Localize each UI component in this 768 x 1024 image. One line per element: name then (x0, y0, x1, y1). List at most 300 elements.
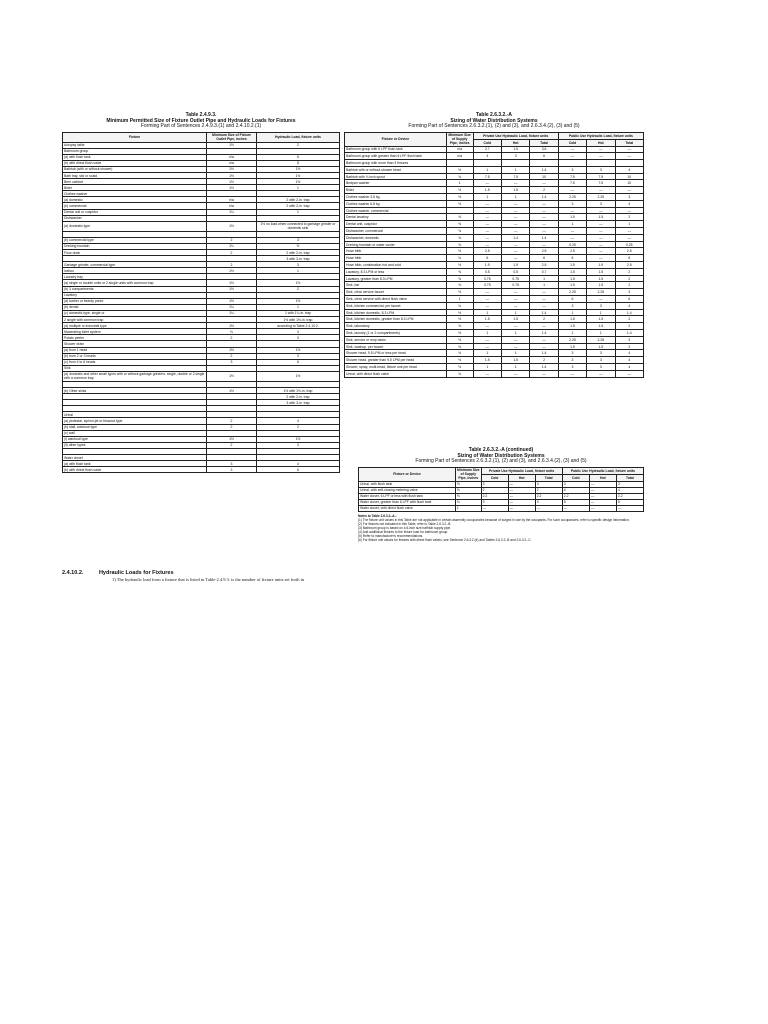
value-cell: 3 with 3-in. trap (256, 256, 339, 262)
value-cell: ¾ (446, 228, 473, 235)
column-subheader: Hot (587, 139, 615, 146)
column-subheader: Hot (508, 474, 535, 481)
value-cell: — (473, 228, 501, 235)
table-note: (2) For fixtures not indicated in this Table, refer to Table 2.6.3.2.-B. (358, 521, 452, 526)
row-label-cell: Bathtub (with or without shower) (63, 166, 207, 172)
value-cell: 1½ (256, 166, 339, 172)
table-notes (358, 514, 644, 542)
value-cell: — (587, 255, 615, 262)
row-label-cell: (c) from 4 to 6 heads (63, 359, 207, 365)
row-label-cell: (b) commercial type (63, 237, 207, 243)
value-cell: 1.5 (587, 343, 615, 350)
value-cell: ½ (446, 289, 473, 296)
row-label-cell: Sink, bar (345, 282, 447, 289)
column-subheader: Total (615, 139, 643, 146)
row-label-cell: Urinal, with flush tank (359, 481, 456, 487)
value-cell: 3 (587, 357, 615, 364)
value-cell: 1.4 (530, 364, 558, 371)
row-label-cell: (d) multiple or industrial type (63, 323, 207, 329)
value-cell: 3 (615, 289, 643, 296)
value-cell: 0.25 (558, 241, 586, 248)
value-cell: 1½ (207, 298, 257, 304)
value-cell: n/a (207, 160, 257, 166)
value-cell: 2 with 2-in. trap (256, 203, 339, 209)
value-cell: 3 (587, 364, 615, 371)
row-label-cell: Macerating toilet system (63, 329, 207, 335)
row-label-cell: Dishwasher, domestic (345, 234, 447, 241)
value-cell: — (508, 499, 535, 505)
row-label-cell: Clothes washer 6.8 kg (345, 200, 447, 207)
table-row (345, 323, 644, 330)
value-cell: 2 (615, 343, 643, 350)
value-cell: 1½ (207, 436, 257, 442)
value-cell: 4 (615, 200, 643, 207)
value-cell: 1½ (207, 280, 257, 286)
row-label-cell: Sink (63, 365, 207, 371)
row-label-cell: Hose bibb, combination hot and cold (345, 262, 447, 269)
value-cell: — (587, 234, 615, 241)
row-label-cell: Clothes washer (63, 191, 207, 197)
row-label-cell: Bathroom group with 6 LPF flush tank (345, 146, 447, 153)
value-cell: 3 (558, 166, 586, 173)
value-cell: — (501, 336, 529, 343)
value-cell: 1.5 (501, 357, 529, 364)
row-label-cell: Bathroom group with greater than 6 LPF flush tank (345, 153, 447, 160)
value-cell: ½ (446, 357, 473, 364)
table-row (345, 221, 644, 228)
row-label-cell: (c) domestic type, single or (63, 310, 207, 316)
table-header-row (359, 467, 644, 474)
value-cell: 3 (481, 499, 508, 505)
table-row (345, 187, 644, 194)
value-cell: 1.5 (587, 268, 615, 275)
value-cell: — (530, 180, 558, 187)
table-row (345, 153, 644, 160)
row-label-cell: Autopsy table (63, 142, 207, 148)
row-label-cell: Bath tray, sitz or scald (63, 172, 207, 178)
value-cell: — (473, 323, 501, 330)
value-cell: 1 (473, 350, 501, 357)
value-cell: 3 (587, 350, 615, 357)
row-label-cell: (b) with direct flush valve (63, 467, 207, 473)
row-label-cell: 2 single with common trap (63, 317, 207, 323)
value-cell: ½ (446, 200, 473, 207)
value-cell: ½ (446, 364, 473, 371)
row-label-cell: Laundry tray (63, 274, 207, 280)
row-label-cell: Shower head, 9.5 LPM or less per head (345, 350, 447, 357)
value-cell: — (473, 370, 501, 377)
row-label-cell: Bathroom group (63, 148, 207, 154)
value-cell: 1 (446, 180, 473, 187)
value-cell: ⅜ (446, 214, 473, 221)
right-table2-title: Table 2.6.3.2.-A (continued) (468, 447, 534, 453)
fixture-outlet-table-panel (62, 113, 340, 473)
water-distribution-table-continued (358, 467, 644, 512)
value-cell: 1.4 (615, 330, 643, 337)
value-cell: 2.2 (562, 493, 589, 499)
value-cell: — (501, 241, 529, 248)
value-cell: 0.5 (501, 268, 529, 275)
value-cell: — (481, 505, 508, 511)
column-subheader: Cold (562, 474, 589, 481)
value-cell: 1½ (207, 347, 257, 353)
row-label-cell: Sink, washup, per faucet (345, 343, 447, 350)
value-cell: 3 (558, 200, 586, 207)
value-cell (530, 160, 558, 167)
value-cell: — (530, 343, 558, 350)
value-cell: 3 (587, 302, 615, 309)
row-label-cell: Dental lavatory (345, 214, 447, 221)
value-cell: 1¼ (207, 310, 257, 316)
value-cell: 3 (207, 467, 257, 473)
value-cell: 7.5 (473, 173, 501, 180)
value-cell: 8 (256, 160, 339, 166)
table-row (345, 289, 644, 296)
right-table2-subtitle: Sizing of Water Distribution Systems (457, 452, 545, 459)
value-cell: 3 (535, 481, 562, 487)
section-title: Hydraulic Loads for Fixtures (98, 570, 174, 576)
value-cell: 4 (562, 487, 589, 493)
value-cell: 1½ (256, 436, 339, 442)
value-cell: 1½ (207, 166, 257, 172)
value-cell: 1½ (256, 298, 339, 304)
value-cell: 1½ (207, 179, 257, 185)
value-cell: — (587, 370, 615, 377)
value-cell: 4 (615, 364, 643, 371)
row-label-cell: Urinal, with direct flush valve (345, 370, 447, 377)
value-cell: — (587, 228, 615, 235)
value-cell: ⅜ (446, 343, 473, 350)
value-cell (615, 160, 643, 167)
value-cell: 1½ with 1½-in. trap (256, 387, 339, 393)
value-cell: 2 (615, 282, 643, 289)
table-row (345, 309, 644, 316)
table-note: (4) Add additional fixtures to the fixture load for bathroom group. (358, 529, 449, 534)
value-cell: — (535, 505, 562, 511)
value-cell: 0.5 (473, 268, 501, 275)
value-cell: 1.4 (530, 350, 558, 357)
value-cell: ⅜ (446, 268, 473, 275)
value-cell: 4 (256, 461, 339, 467)
value-cell: ½ (446, 336, 473, 343)
value-cell: 2.5 (558, 248, 586, 255)
value-cell: — (587, 241, 615, 248)
value-cell: 1.5 (587, 316, 615, 323)
row-label-cell: (a) with flush tank (63, 154, 207, 160)
value-cell: — (615, 207, 643, 214)
value-cell: — (501, 343, 529, 350)
value-cell: 3 (207, 359, 257, 365)
value-cell: — (615, 370, 643, 377)
value-cell: 2 (481, 487, 508, 493)
value-cell: 3 (558, 357, 586, 364)
value-cell: 6 (530, 255, 558, 262)
value-cell (501, 160, 529, 167)
value-cell: — (615, 187, 643, 194)
value-cell: — (530, 323, 558, 330)
value-cell: 1 (501, 166, 529, 173)
value-cell: 3 (256, 237, 339, 243)
value-cell: n/a (207, 154, 257, 160)
value-cell: — (501, 296, 529, 303)
value-cell: 2 (535, 487, 562, 493)
column-group-header: Private Use Hydraulic Load, fixture units (473, 132, 558, 139)
column-subheader: Cold (473, 139, 501, 146)
row-label-cell: Water closet (63, 455, 207, 461)
value-cell: — (501, 302, 529, 309)
right-table-forming-part: Forming Part of Sentences 2.6.3.2.(1), (2) and (3), and 2.6.3.4.(2), (3) and (5) (408, 123, 580, 129)
row-label-cell: Shower, spray, multi-head, fixture unit per head (345, 364, 447, 371)
row-label-cell: Shower head, greater than 9.5 LPM per head (345, 357, 447, 364)
value-cell: — (587, 296, 615, 303)
value-cell: 4 (616, 487, 643, 493)
value-cell: 1½ (256, 172, 339, 178)
value-cell: 2.25 (558, 194, 586, 201)
row-label-cell: (a) barber or beauty parlor (63, 298, 207, 304)
table-row (345, 282, 644, 289)
value-cell: — (615, 234, 643, 241)
value-cell: ½ (446, 309, 473, 316)
row-label-cell: Shower drain (63, 341, 207, 347)
table-row (359, 505, 644, 511)
value-cell: 1 (256, 304, 339, 310)
value-cell: ½ (446, 316, 473, 323)
value-cell: 2.5 (615, 248, 643, 255)
value-cell: 10 (615, 173, 643, 180)
column-group-header: Private Use Hydraulic Load, fixture units (481, 467, 562, 474)
value-cell: 2 (615, 316, 643, 323)
column-subheader: Hot (589, 474, 616, 481)
value-cell: — (530, 214, 558, 221)
right-table-title: Table 2.6.3.2.-A (475, 112, 513, 118)
value-cell: 2 (207, 418, 257, 424)
value-cell: 1.5 (473, 357, 501, 364)
value-cell: 2 (207, 262, 257, 268)
row-label-cell: (b) from 2 or 3 heads (63, 353, 207, 359)
value-cell: 2 (615, 323, 643, 330)
value-cell: ⅜ (455, 493, 481, 499)
value-cell: — (501, 214, 529, 221)
value-cell: — (615, 153, 643, 160)
row-label-cell: Bedpan washer (345, 180, 447, 187)
table-row (345, 228, 644, 235)
value-cell: 2.25 (587, 289, 615, 296)
value-cell: 1 (501, 364, 529, 371)
value-cell: 1 (530, 275, 558, 282)
value-cell: 2 (615, 275, 643, 282)
value-cell: 0.75 (473, 282, 501, 289)
fixture-outlet-table (62, 132, 340, 474)
value-cell: — (562, 505, 589, 511)
value-cell: 0.75 (501, 275, 529, 282)
value-cell: — (558, 234, 586, 241)
value-cell: — (587, 146, 615, 153)
value-cell: — (589, 481, 616, 487)
value-cell: 6 (256, 359, 339, 365)
column-subheader: Cold (558, 139, 586, 146)
value-cell: 1 (501, 330, 529, 337)
value-cell: 2 (530, 357, 558, 364)
table-row (345, 173, 644, 180)
value-cell: 7.5 (587, 173, 615, 180)
value-cell: 1½ (256, 179, 339, 185)
row-label-cell: Beer cabinet (63, 179, 207, 185)
value-cell: 1 with 1¼-in. trap (256, 310, 339, 316)
value-cell: 4 (615, 357, 643, 364)
column-group-header: Public Use Hydraulic Load, fixture units (562, 467, 643, 474)
value-cell: 0.75 (501, 282, 529, 289)
value-cell: — (587, 153, 615, 160)
value-cell: 2.7 (473, 146, 501, 153)
row-label-cell: Sink, kitchen commercial, per faucet (345, 302, 447, 309)
value-cell: — (501, 180, 529, 187)
column-header: Fixture or Device (345, 132, 447, 146)
table-row (345, 364, 644, 371)
value-cell: 1.4 (530, 166, 558, 173)
value-cell: 3 (256, 442, 339, 448)
value-cell: 3 (558, 302, 586, 309)
value-cell: 10 (615, 180, 643, 187)
value-cell: 1.9 (501, 262, 529, 269)
value-cell: 6 (558, 255, 586, 262)
value-cell: 2.2 (535, 493, 562, 499)
value-cell: — (501, 200, 529, 207)
value-cell (473, 160, 501, 167)
value-cell: 1 (558, 309, 586, 316)
value-cell: — (473, 180, 501, 187)
value-cell (446, 160, 473, 167)
value-cell: 1 (558, 330, 586, 337)
row-label-cell: (b) 3 compartments (63, 286, 207, 292)
value-cell: 3 (501, 153, 529, 160)
value-cell: 2.25 (558, 289, 586, 296)
value-cell: n/a (446, 153, 473, 160)
value-cell: 3 (481, 481, 508, 487)
value-cell: 1.9 (587, 262, 615, 269)
row-label-cell: (b) commercial (63, 203, 207, 209)
row-label-cell: Dental unit, cuspidor (345, 221, 447, 228)
value-cell: 3 (587, 166, 615, 173)
value-cell: 3 (616, 481, 643, 487)
value-cell: — (501, 228, 529, 235)
value-cell: — (615, 228, 643, 235)
row-label-cell: Drinking fountain (63, 243, 207, 249)
table-row (345, 166, 644, 173)
value-cell: 1 (473, 309, 501, 316)
value-cell: ⅜ (446, 323, 473, 330)
value-cell: ⅜ (455, 487, 481, 493)
column-header: Minimum Size of Supply Pipe, inches (456, 468, 480, 480)
row-label-cell: (ii) other types (63, 442, 207, 448)
value-cell: 2 (530, 316, 558, 323)
row-label-cell: Hose bibb (345, 248, 447, 255)
column-header: Minimum Size of Supply Pipe, inches (446, 132, 473, 146)
table-row (345, 248, 644, 255)
row-label-cell: Bidet (345, 187, 447, 194)
value-cell: n/a (207, 203, 257, 209)
row-label-cell: Urinal, with self-closing metering valve (359, 487, 456, 493)
value-cell: 2 (615, 268, 643, 275)
value-cell: 2 (207, 335, 257, 341)
row-label-cell: (i) washout type (63, 436, 207, 442)
table-row (345, 357, 644, 364)
value-cell: 2.25 (558, 336, 586, 343)
table-note: (1) The fixture unit values in this Table are not applicable in certain assembly occupancies because of surges in use by the occupants. For such occupancies, refer to specific design information. (358, 517, 630, 522)
value-cell: 2.2 (616, 493, 643, 499)
table-row (345, 234, 644, 241)
value-cell: 1 (587, 330, 615, 337)
value-cell: n/a (207, 197, 257, 203)
value-cell: — (589, 505, 616, 511)
value-cell: — (473, 302, 501, 309)
row-label-cell: Lavatory, 8.3 LPM or less (345, 268, 447, 275)
value-cell: 5 (562, 499, 589, 505)
table-note: (3) Bathroom group is based on a 5-inch size bathtub supply pipe. (358, 525, 452, 530)
row-label-cell: Sink, laboratory (345, 323, 447, 330)
value-cell: — (473, 241, 501, 248)
column-subheader: Total (530, 139, 558, 146)
row-label-cell: Icebox (63, 268, 207, 274)
column-header: Fixture (63, 132, 207, 142)
value-cell: 1.5 (558, 275, 586, 282)
value-cell: ½ (446, 194, 473, 201)
row-label-cell: (a) pedestal, siphon-jet or blowout type (63, 418, 207, 424)
row-label-cell: Dishwasher, commercial (345, 228, 447, 235)
value-cell: 3 (615, 194, 643, 201)
value-cell: 1 (455, 505, 481, 511)
value-cell (558, 160, 586, 167)
value-cell: 1.5 (501, 187, 529, 194)
value-cell: 7.5 (587, 180, 615, 187)
value-cell: — (508, 505, 535, 511)
column-subheader: Total (616, 474, 643, 481)
table-row (345, 146, 644, 153)
value-cell: ¾ (446, 255, 473, 262)
row-label-cell: Sink, clinic service faucet (345, 289, 447, 296)
value-cell: 4 (615, 350, 643, 357)
value-cell: — (501, 207, 529, 214)
value-cell: 2.5 (473, 248, 501, 255)
value-cell: — (530, 228, 558, 235)
table-row (345, 370, 644, 377)
value-cell: — (587, 248, 615, 255)
row-label-cell: Dental unit or cuspidor (63, 209, 207, 215)
right-table-subtitle: Sizing of Water Distribution Systems (450, 117, 538, 124)
value-cell: 2 (256, 424, 339, 430)
row-label-cell: (a) single or double units or 2 single units with common trap (63, 280, 207, 286)
water-distribution-table-continued-panel (358, 448, 644, 542)
row-label-cell: Lavatory, greater than 8.3 LPM (345, 275, 447, 282)
row-label-cell: Water closet, 6 LPF or less with flush tank (359, 493, 456, 499)
value-cell: 2 (207, 424, 257, 430)
value-cell: — (530, 289, 558, 296)
value-cell: — (589, 499, 616, 505)
value-cell: 1.5 (587, 214, 615, 221)
value-cell: 1 (558, 221, 586, 228)
value-cell: — (473, 343, 501, 350)
section-heading (62, 570, 174, 576)
value-cell: 1.5 (558, 316, 586, 323)
value-cell: 1 (587, 309, 615, 316)
table-row (345, 241, 644, 248)
value-cell: 1½ (207, 371, 257, 381)
value-cell: 1.5 (558, 214, 586, 221)
row-label-cell: (b) dental (63, 304, 207, 310)
value-cell: — (615, 146, 643, 153)
table-row (345, 275, 644, 282)
value-cell: 1.5 (501, 146, 529, 153)
row-label-cell: (b) Other sinks (63, 387, 207, 393)
